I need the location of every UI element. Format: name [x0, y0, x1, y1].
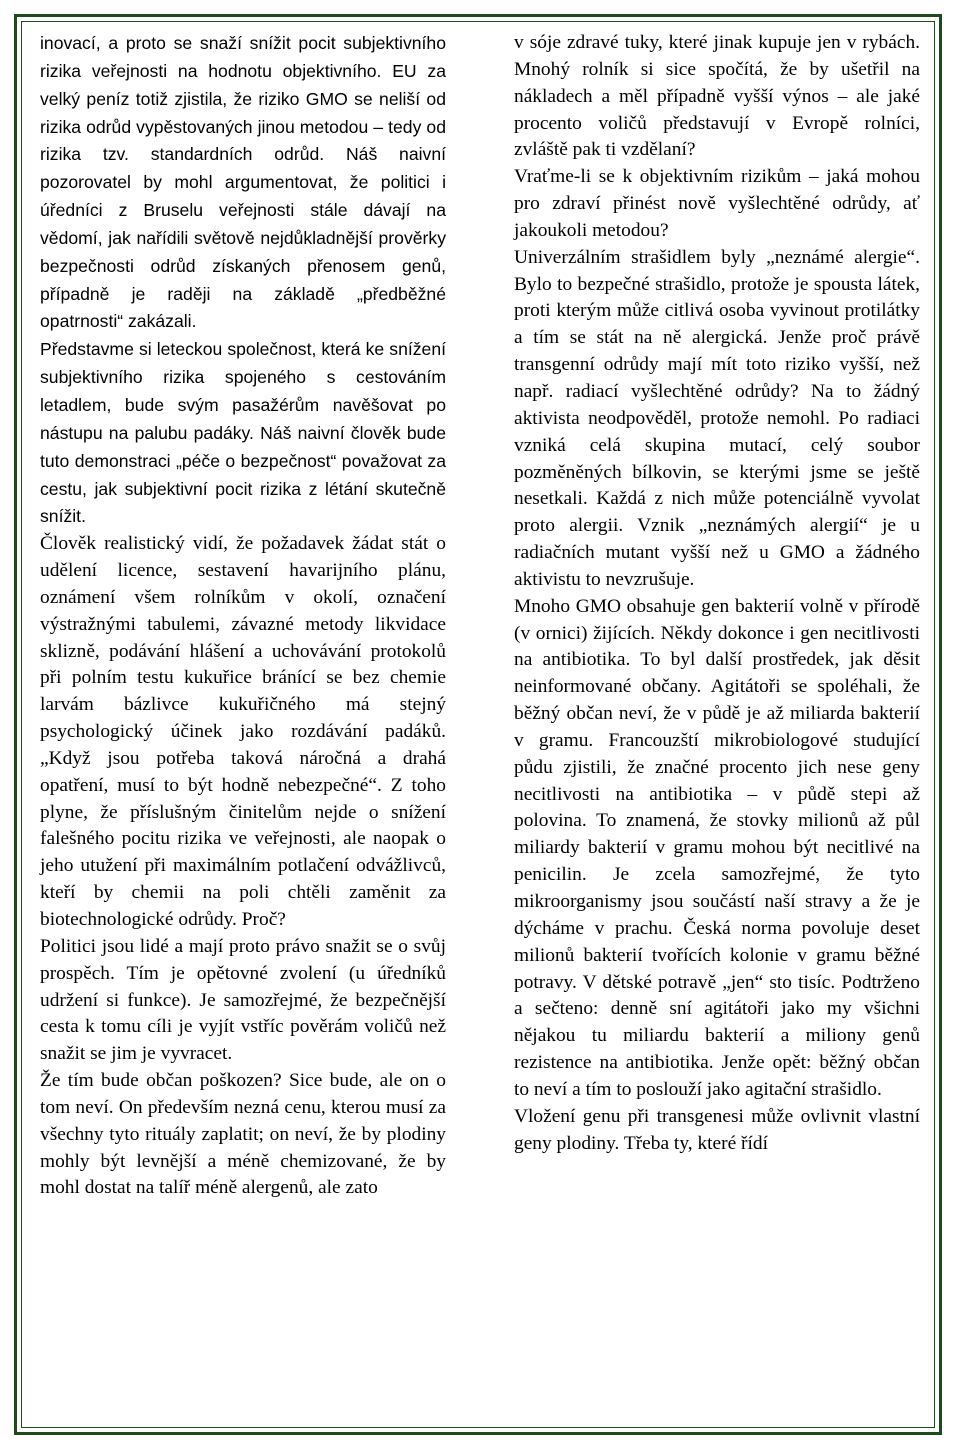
paragraph-left-1 [40, 30, 446, 336]
paragraph-left-4-text: Politici jsou lidé a mají proto právo snažit se o svůj prospěch. Tím je opětovné zvolení (u úředníků udržení si funkce). Je samozřejmé, že bezpečnější cesta k tomu cíli je vyjít vstříc pověrám voličů než snažit se jim je vyvracet. [40, 935, 446, 1065]
paragraph-right-2-text: Vraťme-li se k objektivním rizikům – jaká mohou pro zdraví přinést nově vyšlechtěné odrůdy, ať jakoukoli metodou? [514, 166, 920, 241]
paragraph-left-2 [40, 336, 446, 531]
paragraph-right-4-text: Mnoho GMO obsahuje gen bakterií volně v přírodě (v ornici) žijících. Někdy dokonce i gen necitlivosti na antibiotika. To byl další prostředek, jak děsit neinformované občany. Agitátoři se spoléhali, že běžný občan neví, že v půdě je až miliarda bakterií v gramu. Francouzští mikrobiologové studující půdu zjistili, že značné procento jich nese geny necitlivosti na antibiotika – v půdě stepi až polovina. To znamená, že stovky milionů až půl miliardy bakterií v gramu mohou být necitlivé na penicilin. Je zcela samozřejmé, že tyto mikroorganismy jsou součástí naší stravy a že je dýcháme v prachu. Česká norma povoluje deset milionů bakterií tvořících kolonie v gramu běžné potravy. V dětské potravě „jen“ sto tisíc. Podtrženo a sečteno: denně sní agitátoři jako my všichni nějakou tu miliardu bakterií a miliony genů rezistence na antibiotika. Jenže opět: běžný občan to neví a tím to poslouží jako agitační strašidlo. [514, 595, 920, 1100]
paragraph-right-5-text: Vložení genu při transgenesi může ovlivnit vlastní geny plodiny. Třeba ty, které řídí [514, 1105, 920, 1154]
right-column [514, 30, 920, 1157]
paragraph-right-4 [514, 594, 920, 1104]
paragraph-right-1 [514, 30, 920, 164]
paragraph-right-3 [514, 245, 920, 594]
paragraph-left-2-text: Představme si leteckou společnost, která ke snížení subjektivního rizika spojeného s cestováním letadlem, bude svým pasažérům navěšovat po nástupu na palubu padáky. Náš naivní člověk bude tuto demonstraci „péče o bezpečnost“ považovat za cestu, jak subjektivní pocit rizika z létání skutečně snížit. [40, 339, 446, 527]
paragraph-right-3-text: Univerzálním strašidlem byly „neznámé alergie“. Bylo to bezpečné strašidlo, protože je spousta látek, proti kterým může citlivá osoba vyvinout protilátky a tím se stát na ně alergická. Jenže proč právě transgenní odrůdy mají mít toto riziko vyšší, než např. radiací vyšlechtěné odrůdy? Na to žádný aktivista neodpověděl, protože nemohl. Po radiaci vzniká celá skupina mutací, celý soubor pozměněných bílkovin, se kterými jsme se ještě nesetkali. Každá z nich může potenciálně vyvolat proto alergii. Vznik „neznámých alergií“ je u radiačních mutant vyšší než u GMO a žádného aktivistu to nevzrušuje. [514, 246, 920, 590]
paragraph-right-1-text: v sóje zdravé tuky, které jinak kupuje jen v rybách. Mnohý rolník si sice spočítá, že by ušetřil na nákladech a měl případně vyšší výnos – ale jaké procento voličů představují v Evropě rolníci, zvláště pak ti vzdělaní? [514, 32, 920, 161]
paragraph-left-5 [40, 1068, 446, 1202]
paragraph-left-3-text: Člověk realistický vidí, že požadavek žádat stát o udělení licence, sestavení havarijního plánu, oznámení všem rolníkům v okolí, označení výstražnými tabulemi, závazné metody likvidace sklizně, podávání hlášení a uchovávání protokolů při polním testu kukuřice bránící se bez chemie larvám bázlivce kukuřičného má stejný psychologický účinek jako rozdávání padáků. „Když jsou potřeba taková náročná a drahá opatření, musí to být hodně nebezpečné“. Z toho plyne, že příslušným činitelům nejde o snížení falešného pocitu rizika ve veřejnosti, ale naopak o jeho utužení při maximálním potlačení odvážlivců, kteří by chemii na poli chtěli zaměnit za biotechnologické odrůdy. Proč? [40, 533, 446, 930]
paragraph-right-2 [514, 164, 920, 245]
paragraph-left-4 [40, 934, 446, 1068]
paragraph-left-3 [40, 531, 446, 934]
paragraph-right-5 [514, 1104, 920, 1158]
paragraph-left-5-text: Že tím bude občan poškozen? Sice bude, ale on o tom neví. On především nezná cenu, kterou musí za všechny tyto rituály zaplatit; on neví, že by plodiny mohly být levnější a méně chemizované, že by mohl dostat na talíř méně alergenů, ale zato [40, 1070, 446, 1199]
left-column [40, 30, 446, 1202]
paragraph-left-1-text: inovací, a proto se snaží snížit pocit subjektivního rizika veřejnosti na hodnotu objektivního. EU za velký peníz totiž zjistila, že riziko GMO se neliší od rizika odrůd vypěstovaných jinou metodou – tedy od rizika tzv. standardních odrůd. Náš naivní pozorovatel by mohl argumentovat, že politici i úředníci z Bruselu veřejnosti stále dávají na vědomí, jak nařídili světově nejdůkladnější prověrky bezpečnosti odrůd získaných přenosem genů, případně je raději na základě „předběžné opatrnosti“ zakázali. [40, 33, 446, 332]
